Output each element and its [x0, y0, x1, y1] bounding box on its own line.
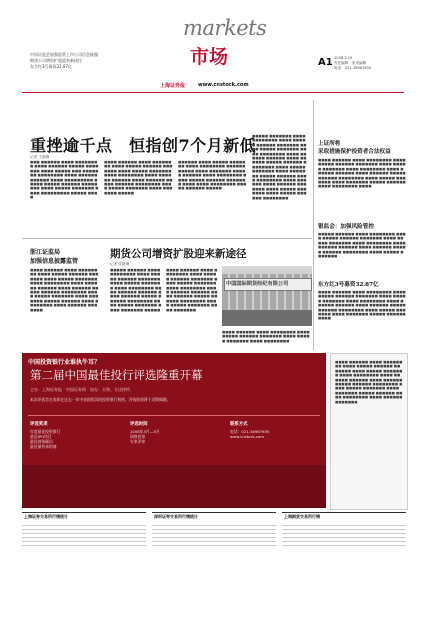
right-story-body: ■■■■ ■■■■■■ ■■■■ ■■■■■■■■ ■■■■ ■■■■■ ■■■■■■ ■■■■■■■ ■■■■ ■■■■■ ■■■■■■■ ■■■■ ■■■■■■■■ ■■■■ ■■■■■■ ■■■■■■ ■■■■ ■■■■■■ ■■■■■ ■■■■■■ ■■■■■■■■ ■■■■ ■■■■■ ■■■■■■■ ■■■■ ■■■■■■■ ■■■■■ ■■■■■■ ■■■■ [318, 290, 406, 321]
feature-photo [222, 266, 312, 326]
banner-col-item: 网络投票 [130, 434, 146, 439]
feature-body-1: ■■■■■ ■■■■■■ ■■■■ ■■■■■■■■ ■■■■ ■■■■■ ■■■■■■ ■■■■■■■ ■■■■ ■■■■■ ■■■■■■■ ■■■■ ■■■■■■■■ ■■■■ ■■■■■■ ■■■■■■ ■■■■ ■■■■■■ ■■■■■ ■■■■■■ ■■■■■■■■ ■■■■ ■■■■■ ■■■■■■■ ■■■■ ■■■■■■■ ■■■■■ [110, 268, 162, 312]
banner-kicker: 中国投资银行业谁执牛耳？ [28, 359, 101, 366]
right-story-title: 银监会：加强风险管控 [318, 224, 374, 230]
table-title: 上海期货交易所行情 [284, 514, 320, 519]
banner-col-item: 最佳财务顾问 [30, 439, 53, 444]
banner-col-item: www.cnstock.com [230, 434, 265, 439]
column-divider [313, 100, 314, 350]
right-story-body: ■■■■■ ■■■■■■ ■■■■ ■■■■■■■■ ■■■■ ■■■■■ ■■■■■■ ■■■■■■■ ■■■■ ■■■■■ ■■■■■■■ ■■■■ ■■■■■■■■ ■■■■ ■■■■■■ ■■■■■■ ■■■■ ■■■■■■ ■■■■■ ■■■■■■ ■■■■■■■■ ■■■■ ■■■■■ ■■■■■■■ [318, 232, 406, 259]
banner[interactable] [22, 353, 326, 508]
ground [222, 310, 312, 326]
paper-name: 上海证券报 [160, 83, 186, 89]
right-story-body: ■■■■ ■■■■■■ ■■■■ ■■■■■■■■ ■■■■ ■■■■■ ■■■■■■ ■■■■■■■ ■■■■ ■■■■■ ■■■■■■■ ■■■■ ■■■■■■■■ ■■■■ ■■■■■■ ■■■■■■ ■■■■ ■■■■■■ ■■■■■ ■■■■■■ ■■■■■■■■ ■■■■ ■■■■■ ■■■■■■■ ■■■■ ■■■■■■■ ■■■■■ ■■■■■■ ■■■■ ■■■■■■■■ ■■■■ [318, 158, 406, 189]
data-table [22, 512, 146, 613]
banner-body: 本次评选旨在表彰在过去一年中表现优异的投资银行机构，评选结果将于近期揭晓。 [30, 397, 171, 402]
index-item[interactable]: 期货公司增资扩股迎来新途径 [30, 58, 82, 63]
lead-body-mid: ■■■■ ■■■■■■ ■■■■ ■■■■■■■■ ■■■■ ■■■■■ ■■■■■■ ■■■■■■■ ■■■■ ■■■■■ ■■■■■■■ ■■■■ ■■■■■■■■ ■■■■ ■■■■■■ ■■■■■■ ■■■■ ■■■■■■ ■■■■■ ■■■■■■ ■■■■■■■■ ■■■■ ■■■■■ ■■■■■■■ ■■■■ ■■■■■■■ ■■■■■ [104, 160, 173, 195]
banner-sponsors: 主办：上海证券报 中国证券网 协办：天和、方达律所 [30, 387, 130, 392]
lead-byline: 记者 王丽娜 [30, 155, 50, 159]
feature-byline: 记者 张晓琳 [110, 262, 130, 266]
right-story-title: 东方红3号募资32.87亿 [318, 282, 379, 288]
data-table [152, 512, 276, 613]
masthead [0, 0, 426, 100]
table-row [22, 542, 146, 546]
feature-body-3: ■■■■ ■■■■■■ ■■■■ ■■■■■■■■ ■■■■ ■■■■■ ■■■■■■ ■■■■■■■ ■■■■ ■■■■■ ■■■■■■■ ■■■■ ■■■■■■■■ [222, 330, 310, 343]
lead-body-col4: ■■■■■ ■■■■■■■ ■■■■ ■■■■■■■■ ■■■■ ■■■■■ ■■■■■■ ■■■■■■■ ■■■■ ■■■■■ ■■■■■■■ ■■■■ ■■■■■■■■ ■■■■ ■■■■■■ ■■■■■■ ■■■■ ■■■■■■ ■■■■■ ■■■■■■ ■■■■■■■■ ■■■■ ■■■■■ ■■■■■■■ ■■■■ ■■■■■■■ ■■■■■ ■■■■■■ ■■■■ ■■■■■■■■ ■■■■ ■■■■■■ ■■■■ ■■■■■■ ■■■■■■■ ■■■■ ■■■■■ ■■■■■■■ ■■■■ ■■■■■ ■■■■■■ ■■■■■■■■ [252, 134, 307, 200]
left-story-subtitle: 加强信息披露监管 [30, 258, 79, 265]
masthead-rule [22, 92, 404, 93]
right-ad-text: ■■■■ ■■■■■■ ■■■■ ■■■■■■■■ ■■■■ ■■■■■ ■■■■■■ ■■■■■■■ ■■■■ ■■■■■ ■■■■■■■ ■■■■ ■■■■■■■■ ■■■■ ■■■■■■ ■■■■■■ ■■■■ ■■■■■■ ■■■■■ ■■■■■■ ■■■■■■■■ ■■■■ ■■■■■ ■■■■■■■ ■■■■ ■■■■■■■ ■■■■■ ■■■■■■ ■■■■ ■■■■■■■■ ■■■■ ■■■■■■ ■■■■■■■ [335, 360, 403, 404]
table-title: 深圳证券交易所行情统计 [154, 514, 198, 519]
feature-headline: 期货公司增资扩股迎来新途径 [110, 248, 247, 260]
banner-col [130, 421, 220, 444]
bottom-tables [22, 512, 406, 612]
banner-col-item: 专家评审 [130, 439, 146, 444]
index-item[interactable]: 东方红3号募资32.87亿 [30, 64, 72, 69]
banner-col-head: 评选奖项 [30, 422, 48, 427]
banner-title: 第二届中国最佳投行评选隆重开幕 [30, 368, 203, 382]
banner-rule [28, 415, 320, 416]
table-row [152, 542, 276, 546]
left-divider [22, 238, 312, 239]
banner-col-item: 2008年3月—5月 [130, 429, 160, 434]
index-item[interactable]: 中国证监会加强监管上市公司信息披露 [30, 52, 98, 57]
banner-col-item: 最佳债券承销商 [30, 444, 57, 449]
lead-body-left: ■■■ ■■■■■■ ■■■■ ■■■■■■■■ ■■■■ ■■■■■■ ■■■■■ ■■■■■■■ ■■■■ ■■■■■ ■■■ ■■■■■■■ ■■■■■■■■ ■■■■ ■■■■■■ ■■■■■■ ■■■■ ■■■■■■■■■ ■■■■■ ■■■■■ ■■■■■■ ■■■■■■■■ ■■■■ ■■■■■ ■■■■■■■ ■■■■ ■■■■■■■■■ ■■■■■ ■■■■ [30, 160, 99, 200]
banner-col-head: 评选时间 [130, 422, 148, 427]
website[interactable]: www.cnstock.com [198, 82, 249, 88]
table-title: 上海证券交易所行情统计 [24, 514, 68, 519]
banner-col-item: 电话：021-38967635 [230, 429, 270, 434]
banner-col [30, 421, 120, 449]
lead-body-right: ■■■■■■ ■■■■ ■■■■■ ■■■■■■■ ■■■■ ■■■■■■■■ ■■■■■■ ■■■■■ ■■■■ ■■■■■■■ ■■■■■ ■■■■■■ ■■■■ ■■■■■■■■ ■■■■ ■■■■■ ■■■■■■ ■■■■■■■ ■■■■ ■■■■ ■■■■■■■■ ■■■■■ ■■■■■■ ■■■■■ [178, 160, 247, 191]
banner-col-item: 年度最佳投资银行 [30, 429, 61, 434]
section-title: 市场 [190, 46, 229, 68]
banner-footer [22, 465, 326, 508]
section-brand: markets [183, 16, 267, 40]
data-table [282, 512, 406, 613]
index-list [30, 52, 170, 70]
right-story-title: 上证所将 [318, 141, 341, 147]
lead-headline: 重挫逾千点 恒指创7个月新低 [30, 136, 257, 155]
banner-col-item: 最佳IPO项目 [30, 434, 52, 439]
right-ad-block [330, 353, 408, 510]
right-story-subtitle: 采取措施保护投资者合法权益 [318, 149, 391, 155]
page-code: A1 [318, 57, 333, 68]
feature-body-2: ■■■■ ■■■■■■ ■■■■ ■■■■■■■■ ■■■■ ■■■■■ ■■■■■■ ■■■■■■■ ■■■■ ■■■■■ ■■■■■■■ ■■■■ ■■■■■■■■ ■■■■ ■■■■■■ ■■■■■■ ■■■■ ■■■■■■ ■■■■■ ■■■■■■ ■■■■■■■■ ■■■■ ■■■■■ ■■■■■■■ ■■■■ ■■■■■■■ [166, 268, 218, 312]
banner-col-head: 联系方式 [230, 422, 248, 427]
photo-sign: 中国国际期货经纪有限公司 [226, 281, 289, 287]
left-story-title: 浙江证监局 [30, 249, 61, 256]
banner-col [230, 421, 320, 439]
date-line: 2008.3.19 责任编辑 · 美术编辑 电话：021-38967635 [334, 56, 372, 70]
table-row [282, 542, 406, 546]
left-story-body: ■■■■ ■■■■■■ ■■■■ ■■■■■■■■ ■■■■ ■■■■■ ■■■■■■ ■■■■■■■ ■■■■ ■■■■■ ■■■■■■■ ■■■■ ■■■■■■■■ ■■■■ ■■■■■■ ■■■■■■ ■■■■ ■■■■■■ ■■■■■ ■■■■■■ ■■■■■■■■ ■■■■ ■■■■■ ■■■■■■■ ■■■■ ■■■■■■■ ■■■■■ ■■■■■■ ■■■■ ■■■■■■■■ ■■■■ ■■■■■■ ■■■■■■■ [30, 268, 99, 312]
